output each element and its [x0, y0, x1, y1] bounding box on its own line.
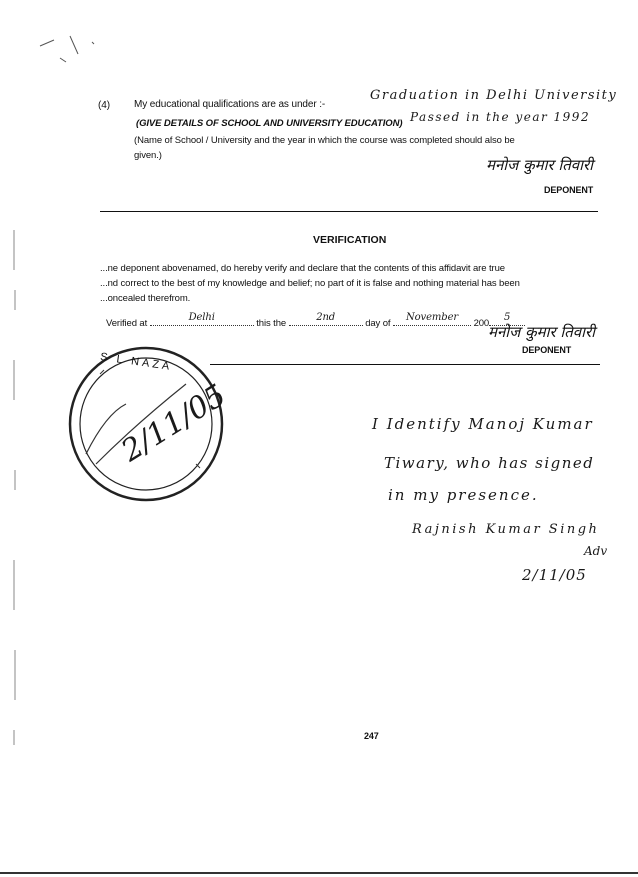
qualifications-label: My educational qualifications are as under :- [134, 99, 326, 110]
education-instruction: (GIVE DETAILS OF SCHOOL AND UNIVERSITY EDUCATION) [136, 118, 403, 129]
advocate-title: Adv [584, 544, 608, 558]
stamp-top-text: S L NAZA [99, 351, 173, 373]
stamp-date: 2/11/05 [115, 378, 233, 469]
education-note-2: given.) [134, 150, 162, 161]
scan-edge-marks [12, 230, 18, 755]
verified-at-label: Verified at [106, 318, 148, 329]
identify-line-1: I Identify Manoj Kumar [372, 415, 594, 433]
identify-line-2: Tiwary, who has signed [384, 454, 595, 472]
place-value: Delhi [188, 312, 215, 323]
this-the-label: this the [256, 318, 287, 329]
verification-text-2: ...nd correct to the best of my knowledge and belief; no part of it is false and nothing material has been [100, 278, 520, 289]
verification-underline [210, 364, 600, 365]
day-field [289, 313, 363, 326]
verified-line [106, 313, 525, 329]
verification-text-1: ...ne deponent abovenamed, do hereby verify and declare that the contents of this affidavit are true [100, 263, 505, 274]
notary-stamp [66, 344, 233, 504]
verification-text-3: ...oncealed therefrom. [100, 293, 191, 304]
day-value: 2nd [316, 312, 336, 323]
divider-line [100, 211, 598, 212]
qualifications-answer-1: Graduation in Delhi University [370, 88, 618, 103]
year-prefix: 200 [473, 318, 490, 329]
verification-title: VERIFICATION [313, 234, 387, 246]
month-field [393, 313, 471, 326]
identify-line-3: in my presence. [388, 486, 539, 504]
place-field [150, 313, 254, 326]
month-value: November [405, 312, 459, 323]
education-note-1: (Name of School / University and the year in which the course was completed should also be [134, 135, 515, 146]
qualifications-answer-2: Passed in the year 1992 [410, 110, 591, 124]
deponent-label-2: DEPONENT [522, 345, 572, 355]
deponent-label-1: DEPONENT [544, 185, 594, 195]
deponent-signature-1: मनोज कुमार तिवारी [486, 156, 594, 174]
scan-bottom-edge [0, 872, 638, 874]
advocate-date: 2/11/05 [522, 566, 587, 584]
day-of-label: day of [365, 318, 391, 329]
page-number: 247 [364, 731, 379, 741]
advocate-name: Rajnish Kumar Singh [412, 522, 600, 537]
item-number: (4) [98, 100, 110, 111]
scan-mark-topleft [30, 28, 110, 73]
year-suffix: 5 [503, 312, 511, 323]
deponent-signature-2: मनोज कुमार तिवारी [488, 323, 596, 341]
